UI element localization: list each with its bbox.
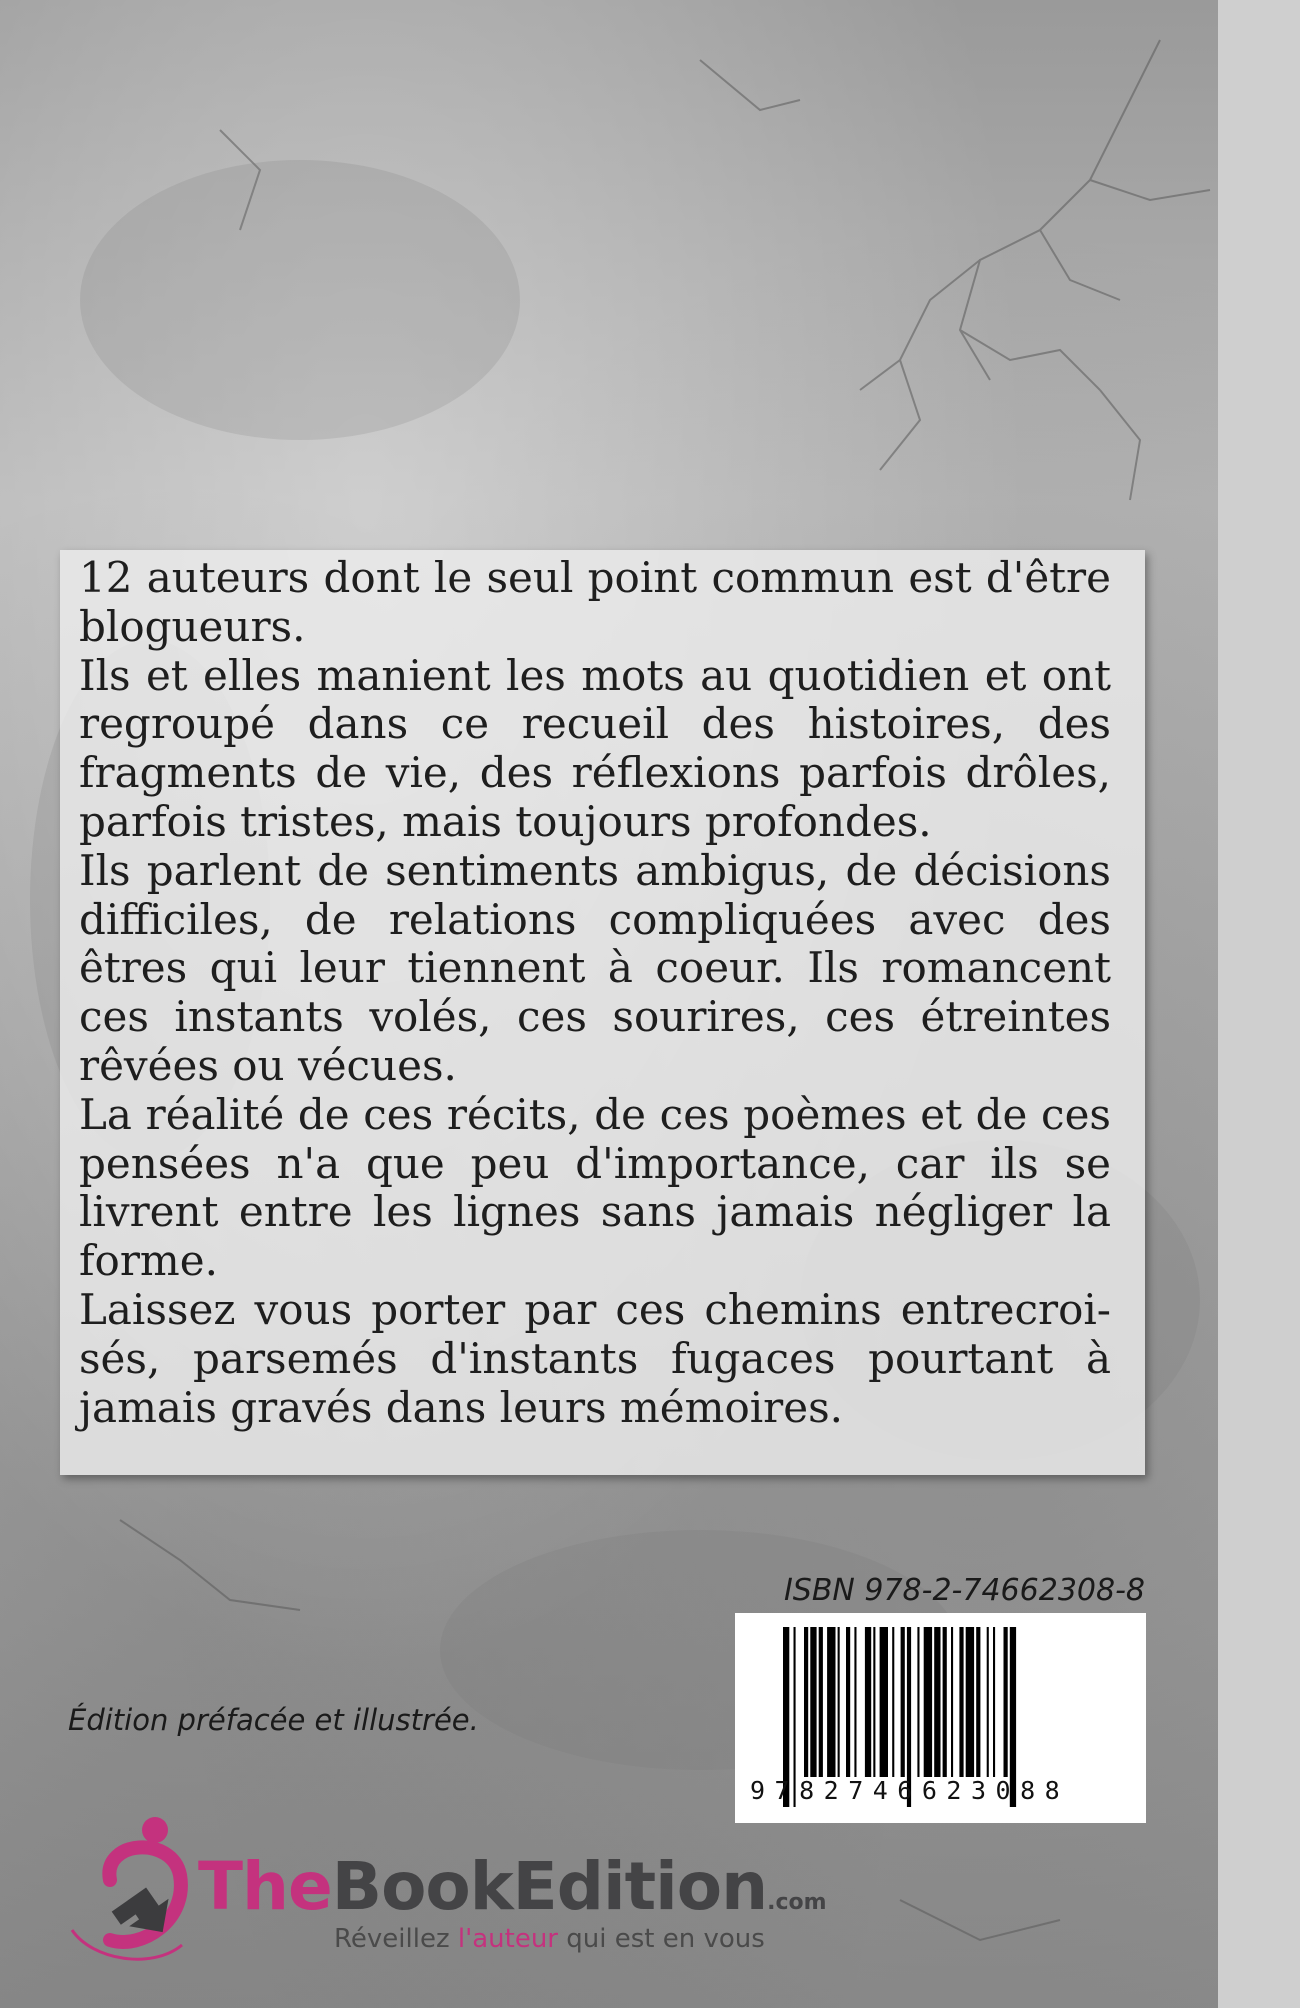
publisher-tagline (334, 1924, 765, 1954)
barcode-digits: 9782746623088 (750, 1776, 1070, 1805)
barcode-bar (810, 1627, 816, 1777)
blurb-text (79, 554, 1111, 1432)
barcode-bar (901, 1627, 905, 1777)
barcode-bar (917, 1627, 919, 1777)
edition-note: Édition préfacée et illustrée. (68, 1703, 479, 1737)
barcode-bar (987, 1627, 989, 1777)
barcode (735, 1613, 1146, 1823)
barcode-bar (819, 1627, 823, 1777)
barcode-bar (873, 1627, 875, 1777)
barcode-bar (1004, 1627, 1008, 1777)
blurb-paragraph: 12 auteurs dont le seul point commun est d'être blogueurs. (79, 553, 1111, 651)
barcode-bar (959, 1627, 963, 1777)
spine-edge (1218, 0, 1300, 2008)
publisher-logo (62, 1810, 882, 1970)
barcode-bar (827, 1627, 835, 1777)
tagline-end: qui est en vous (558, 1924, 765, 1954)
barcode-bar (892, 1627, 894, 1777)
tagline-highlight: l'auteur (457, 1924, 558, 1954)
barcode-bar (846, 1627, 850, 1777)
publisher-name-bookedition: BookEdition (331, 1848, 768, 1925)
barcode-bar (854, 1627, 856, 1777)
isbn-label: ISBN 978-2-74662308-8 (783, 1573, 1145, 1608)
barcode-bar (951, 1627, 953, 1777)
publisher-wordmark (198, 1848, 827, 1925)
barcode-bar (966, 1627, 974, 1777)
blurb-paragraph: Ils parlent de sentiments ambigus, de décisions difficiles, de relations compliquées avec des êtres qui leur tiennent à coeur. Ils romancent ces instants volés, ces sourires, ces étreintes rêvées ou vécues. (79, 845, 1111, 1090)
publisher-name-the: The (198, 1848, 332, 1925)
barcode-bar (865, 1627, 871, 1777)
publisher-domain-suffix: .com (767, 1890, 827, 1915)
barcode-bar (880, 1627, 888, 1777)
blurb-paragraph: La réalité de ces récits, de ces poèmes et de ces pensées n'a que peu d'importance, car ils se livrent entre les lignes sans jamais négliger la forme. (79, 1089, 1111, 1286)
blurb-paragraph: Ils et elles manient les mots au quotidien et ont regroupé dans ce recueil des histoires, des fragments de vie, des réflexions parfois drôles, parfois tristes, mais toujours profondes. (79, 650, 1111, 846)
barcode-bar (838, 1627, 840, 1777)
barcode-bar (934, 1627, 940, 1777)
barcode-bar (943, 1627, 947, 1777)
publisher-logo-icon (62, 1810, 202, 1970)
barcode-bar (924, 1627, 932, 1777)
barcode-bar (804, 1627, 808, 1777)
barcode-bar (976, 1627, 980, 1777)
barcode-bar (993, 1627, 995, 1777)
blurb-paragraph: Laissez vous porter par ces chemins entrecroisés, parsemés d'instants fugaces pourtant à jamais gravés dans leurs mémoires. (79, 1284, 1111, 1432)
tagline-start: Réveillez (334, 1924, 458, 1954)
